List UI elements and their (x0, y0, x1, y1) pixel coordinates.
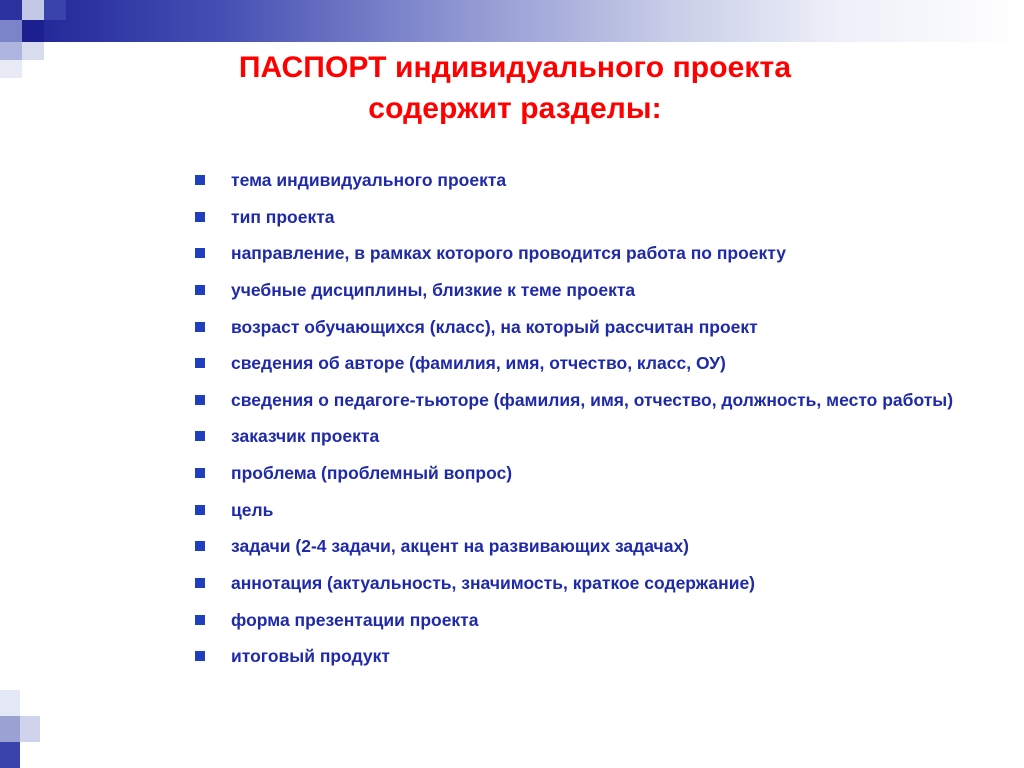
list-item (195, 241, 985, 265)
list-item-label: тема индивидуального проекта (231, 170, 507, 190)
list-item (195, 351, 985, 375)
list-item-label: сведения о педагоге-тьюторе (фамилия, имя, отчество, должность, место работы) (231, 389, 954, 410)
list-item-label: учебные дисциплины, близкие к теме проекта (231, 279, 636, 300)
square-bullet-icon (195, 212, 205, 222)
list-item-label: форма презентации проекта (231, 609, 479, 630)
decorative-checkerboard-bottom-left (0, 618, 40, 768)
list-item (195, 315, 985, 339)
list-item (195, 608, 985, 632)
list-item (195, 461, 985, 485)
square-bullet-icon (195, 248, 205, 258)
square-bullet-icon (195, 468, 205, 478)
square-bullet-icon (195, 578, 205, 588)
square-bullet-icon (195, 431, 205, 441)
list-item-label: проблема (проблемный вопрос) (231, 463, 513, 484)
page-title-line-2: содержит разделы: (368, 91, 662, 125)
list-item (195, 424, 985, 448)
square-bullet-icon (195, 615, 205, 625)
square-bullet-icon (195, 651, 205, 661)
square-bullet-icon (195, 175, 205, 185)
list-item (195, 571, 985, 595)
square-bullet-icon (195, 285, 205, 295)
list-item (195, 205, 985, 229)
list-item-label: направление, в рамках которого проводится работа по проекту (231, 243, 787, 264)
list-item (195, 644, 985, 668)
list-item-label: сведения об авторе (фамилия, имя, отчество, класс, ОУ) (231, 353, 726, 374)
bullet-list (195, 168, 985, 681)
list-item-label: возраст обучающихся (класс), на который рассчитан проект (231, 316, 758, 337)
list-item (195, 388, 985, 412)
decorative-checkerboard-top-left (0, 0, 96, 78)
page-title-line-1: ПАСПОРТ индивидуального проекта (238, 51, 792, 84)
list-item (195, 168, 985, 192)
square-bullet-icon (195, 358, 205, 368)
list-item (195, 278, 985, 302)
header-gradient-band (0, 0, 1024, 42)
page-title (90, 48, 940, 129)
square-bullet-icon (195, 395, 205, 405)
square-bullet-icon (195, 505, 205, 515)
list-item-label: заказчик проекта (231, 426, 380, 447)
square-bullet-icon (195, 541, 205, 551)
list-item-label: аннотация (актуальность, значимость, краткое содержание) (231, 573, 756, 594)
list-item (195, 534, 985, 558)
list-item-label: тип проекта (231, 206, 335, 227)
square-bullet-icon (195, 322, 205, 332)
list-item-label: задачи (2-4 задачи, акцент на развивающих задачах) (231, 536, 689, 557)
list-item-label: итоговый продукт (231, 646, 390, 667)
list-item (195, 498, 985, 522)
list-item-label: цель (231, 499, 274, 520)
